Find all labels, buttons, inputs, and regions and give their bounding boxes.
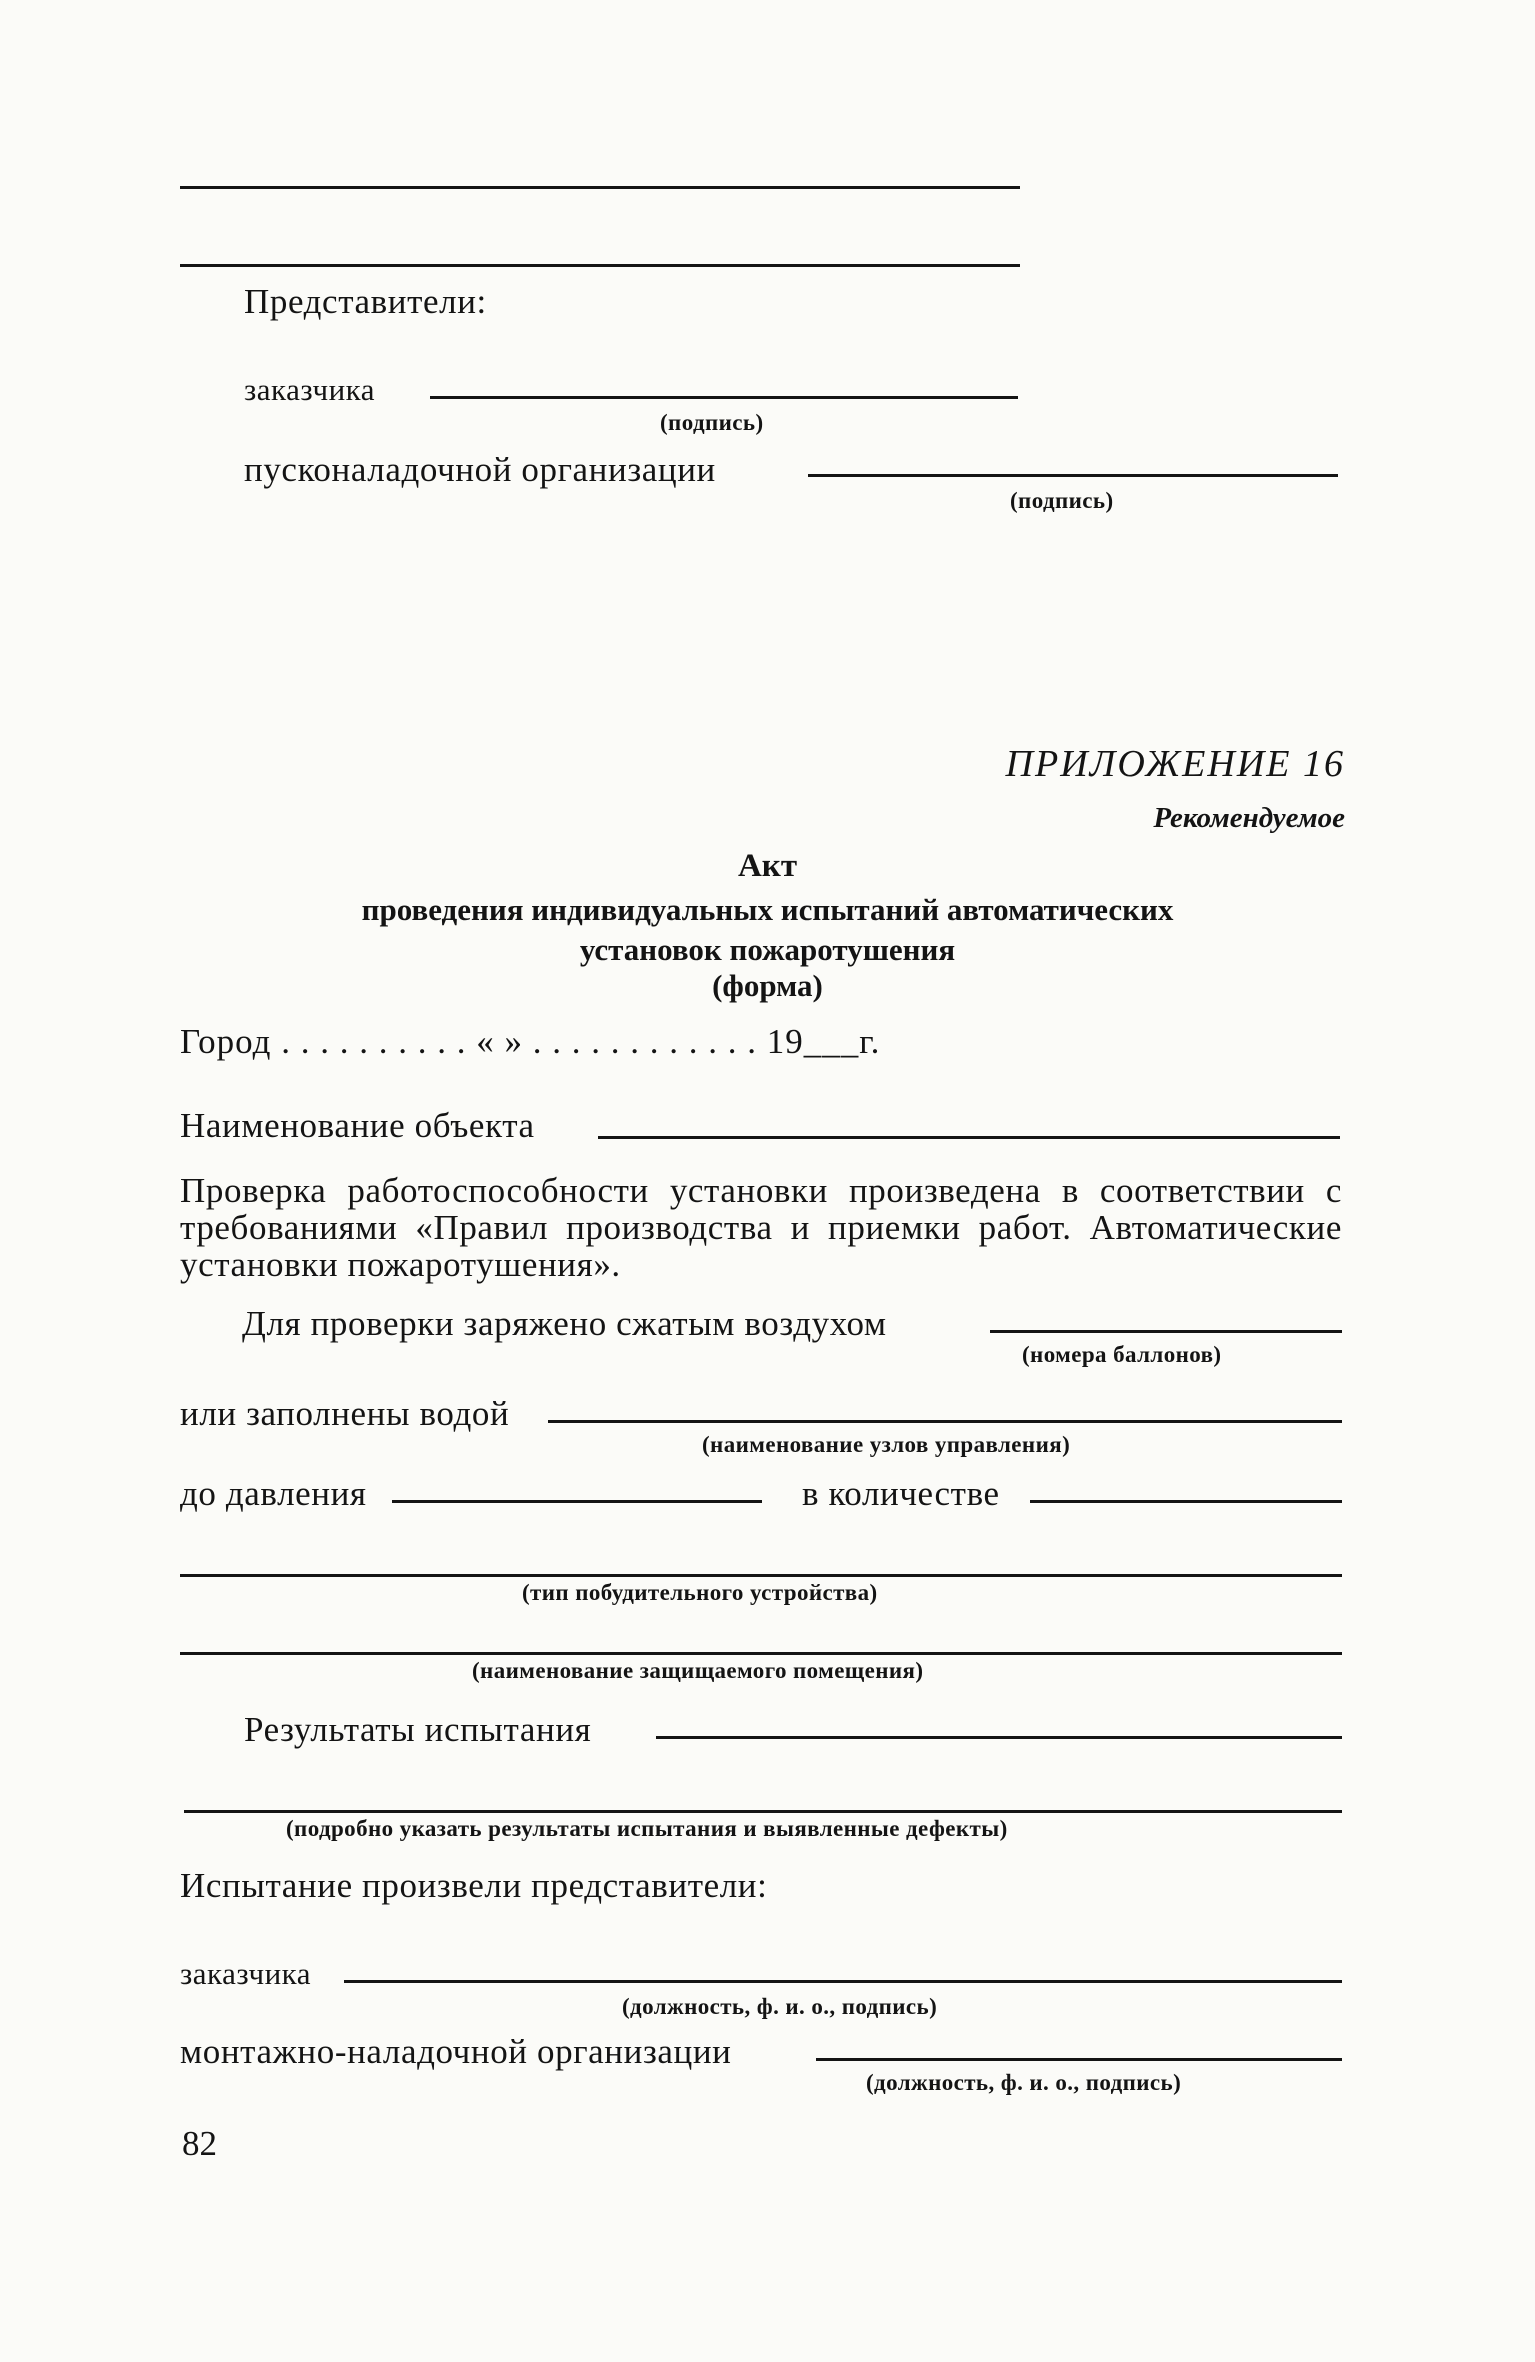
top-customer-label: заказчика [244, 372, 376, 407]
blank-line-2 [180, 264, 1020, 267]
filled-water-label: или заполнены водой [180, 1394, 510, 1433]
trigger-device-line [180, 1574, 1342, 1577]
appendix-title: ПРИЛОЖЕНИЕ 16 [1005, 743, 1345, 785]
charged-air-label: Для проверки заряжено сжатым воздухом [242, 1304, 887, 1343]
test-results-line [656, 1736, 1342, 1739]
protected-room-line [180, 1652, 1342, 1655]
trigger-device-caption: (тип побудительного устройства) [522, 1580, 878, 1605]
performed-by-label: Испытание произвели представители: [180, 1866, 768, 1905]
installer-line [816, 2058, 1342, 2061]
act-title-line4: (форма) [712, 968, 823, 1003]
protected-room-caption: (наименование защищаемого помещения) [472, 1658, 924, 1683]
installer-label: монтажно-наладочной организации [180, 2032, 732, 2071]
city-date-line: Город . . . . . . . . . . « » . . . . . . . . . . . . 19___г. [180, 1022, 881, 1061]
top-customer-signature-line [430, 396, 1018, 399]
top-commissioning-signature-line [808, 474, 1338, 477]
quantity-label: в количестве [802, 1474, 1000, 1513]
filled-water-caption: (наименование узлов управления) [702, 1432, 1071, 1457]
bottom-customer-caption: (должность, ф. и. о., подпись) [622, 1994, 938, 2019]
quantity-line [1030, 1500, 1342, 1503]
top-commissioning-label: пусконаладочной организации [244, 450, 716, 489]
appendix-subtitle: Рекомендуемое [1153, 802, 1345, 834]
pressure-line [392, 1500, 762, 1503]
test-results-caption: (подробно указать результаты испытания и выявленные дефекты) [286, 1816, 1008, 1841]
object-name-label: Наименование объекта [180, 1106, 535, 1145]
act-title: Акт [737, 848, 798, 884]
top-commissioning-caption: (подпись) [1010, 488, 1114, 513]
act-title-line3: установок пожаротушения [579, 932, 956, 967]
object-name-line [598, 1136, 1340, 1139]
act-title-line2: проведения индивидуальных испытаний автоматических [361, 892, 1174, 927]
charged-air-line [990, 1330, 1342, 1333]
page-number: 82 [182, 2124, 217, 2163]
installer-caption: (должность, ф. и. о., подпись) [866, 2070, 1182, 2095]
pressure-label: до давления [180, 1474, 367, 1513]
bottom-customer-label: заказчика [180, 1956, 312, 1991]
filled-water-line [548, 1420, 1342, 1423]
blank-line-1 [180, 186, 1020, 189]
verification-paragraph: Проверка работоспособности установки произведена в соответствии с требованиями «Правил производства и приемки работ. Автоматические установки пожаротушения». [180, 1171, 1342, 1284]
bottom-customer-line [344, 1980, 1342, 1983]
top-customer-caption: (подпись) [660, 410, 764, 435]
charged-air-caption: (номера баллонов) [1022, 1342, 1222, 1367]
test-results-label: Результаты испытания [244, 1710, 592, 1749]
test-results-line-2 [184, 1810, 1342, 1813]
representatives-label: Представители: [244, 282, 487, 321]
